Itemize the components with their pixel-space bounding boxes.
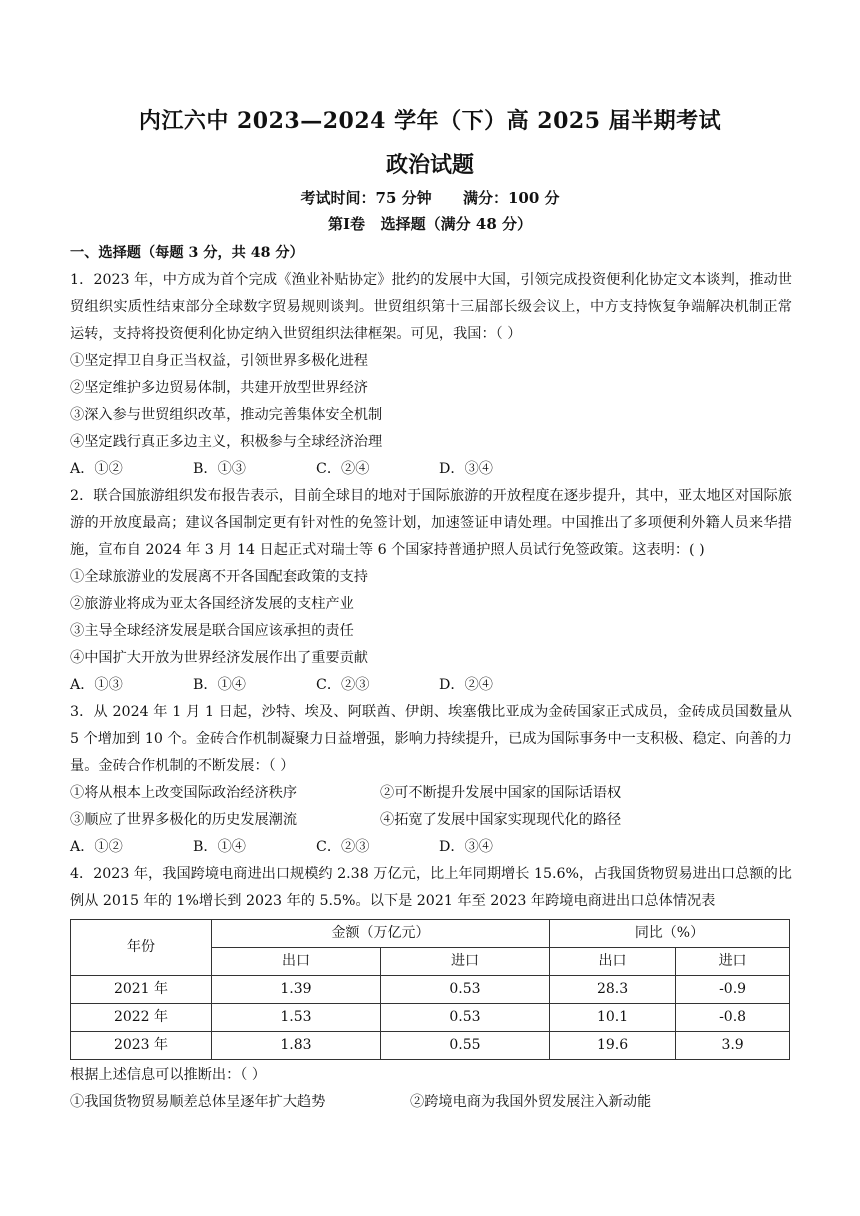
option-b: B．①④ xyxy=(193,839,246,855)
question-2-options xyxy=(70,672,792,699)
question-3-options xyxy=(70,834,792,861)
option-b: B．①③ xyxy=(193,461,246,477)
table-subheader: 出口 xyxy=(212,948,381,976)
table-cell-year: 2022 年 xyxy=(71,1004,212,1032)
question-4-prompt: 根据上述信息可以推断出：（ ） xyxy=(70,1067,267,1083)
question-3-item: ④拓宽了发展中国家实现现代化的路径 xyxy=(380,812,622,828)
table-cell: 1.53 xyxy=(212,1004,381,1032)
table-cell-year: 2021 年 xyxy=(71,976,212,1004)
volume-title: 第Ⅰ卷 选择题（满分 48 分） xyxy=(327,215,532,233)
table-cell: 10.1 xyxy=(549,1004,675,1032)
table-cell: 28.3 xyxy=(549,976,675,1004)
section-heading: 一、选择题（每题 3 分，共 48 分） xyxy=(70,245,304,261)
question-2-item: ③主导全球经济发展是联合国应该承担的责任 xyxy=(70,623,354,639)
table-header-year: 年份 xyxy=(71,920,212,976)
option-a: A．①② xyxy=(70,839,123,855)
exam-title: 内江六中 2023—2024 学年（下）高 2025 届半期考试 xyxy=(138,108,722,134)
exam-subject: 政治试题 xyxy=(385,152,474,178)
option-a: A．①③ xyxy=(70,677,123,693)
table-cell: 1.83 xyxy=(212,1032,381,1060)
table-cell-year: 2023 年 xyxy=(71,1032,212,1060)
option-c: C．②③ xyxy=(316,677,370,693)
question-1-item: ③深入参与世贸组织改革，推动完善集体安全机制 xyxy=(70,407,383,423)
question-4-stem: 4．2023 年，我国跨境电商进出口规模约 2.38 万亿元，比上年同期增长 15.6%，占我国货物贸易进出口总额的比例从 2015 年的 1%增长到 2023 年的 5.5%。以下是 2021 年至 2023 年跨境电商进出口总体情况表 xyxy=(70,866,792,909)
question-2-stem: 2．联合国旅游组织发布报告表示，目前全球目的地对于国际旅游的开放程度在逐步提升，其中，亚太地区对国际旅游的开放度最高；建议各国制定更有针对性的免签计划，加速签证申请处理。中国推出了多项便利外籍人员来华措施，宣布自 2024 年 3 月 14 日起正式对瑞士等 6 个国家持普通护照人员试行免签政策。这表明：( ) xyxy=(70,488,792,558)
question-3-item: ②可不断提升发展中国家的国际话语权 xyxy=(380,785,622,801)
table-header-yoy: 同比（%） xyxy=(549,920,789,948)
table-cell: 1.39 xyxy=(212,976,381,1004)
table-header-amount: 金额（万亿元） xyxy=(212,920,550,948)
table-subheader: 进口 xyxy=(380,948,549,976)
question-1-item: ④坚定践行真正多边主义，积极参与全球经济治理 xyxy=(70,434,383,450)
question-1-stem: 1．2023 年，中方成为首个完成《渔业补贴协定》批约的发展中大国，引领完成投资便利化协定文本谈判，推动世贸组织实质性结束部分全球数字贸易规则谈判。世贸组织第十三届部长级会议上，中方支持恢复争端解决机制正常运转，支持将投资便利化协定纳入世贸组织法律框架。可见，我国：（ ） xyxy=(70,272,792,342)
table-row xyxy=(71,1032,790,1060)
question-2-item: ①全球旅游业的发展离不开各国配套政策的支持 xyxy=(70,569,368,585)
question-content xyxy=(70,240,792,1116)
table-cell: 0.53 xyxy=(380,1004,549,1032)
option-a: A．①② xyxy=(70,461,123,477)
question-1-item: ②坚定维护多边贸易体制，共建开放型世界经济 xyxy=(70,380,368,396)
option-d: D．③④ xyxy=(439,461,493,477)
table-cell: 19.6 xyxy=(549,1032,675,1060)
exam-info: 考试时间：75 分钟 满分：100 分 xyxy=(300,189,560,207)
table-subheader: 出口 xyxy=(549,948,675,976)
table-cell: -0.8 xyxy=(676,1004,790,1032)
question-3-stem: 3．从 2024 年 1 月 1 日起，沙特、埃及、阿联酋、伊朗、埃塞俄比亚成为金砖国家正式成员，金砖成员国数量从 5 个增加到 10 个。金砖合作机制凝聚力日益增强，影响力持续提升，已成为国际事务中一支积极、稳定、向善的力量。金砖合作机制的不断发展：（ ） xyxy=(70,704,792,774)
option-b: B．①④ xyxy=(193,677,246,693)
question-2-item: ②旅游业将成为亚太各国经济发展的支柱产业 xyxy=(70,596,354,612)
question-3-item: ③顺应了世界多极化的历史发展潮流 xyxy=(70,812,298,828)
question-3-item: ①将从根本上改变国际政治经济秩序 xyxy=(70,785,298,801)
question-1-options xyxy=(70,456,792,483)
option-d: D．②④ xyxy=(439,677,493,693)
question-4-item: ②跨境电商为我国外贸发展注入新动能 xyxy=(410,1094,652,1110)
question-3-items-row xyxy=(70,807,792,834)
trade-data-table xyxy=(70,919,790,1060)
table-subheader: 进口 xyxy=(676,948,790,976)
option-c: C．②④ xyxy=(316,461,370,477)
question-3-items-row xyxy=(70,780,792,807)
table-row xyxy=(71,1004,790,1032)
option-c: C．②③ xyxy=(316,839,370,855)
question-2-item: ④中国扩大开放为世界经济发展作出了重要贡献 xyxy=(70,650,368,666)
table-row xyxy=(71,976,790,1004)
option-d: D．③④ xyxy=(439,839,493,855)
table-cell: 0.53 xyxy=(380,976,549,1004)
question-4-item: ①我国货物贸易顺差总体呈逐年扩大趋势 xyxy=(70,1094,326,1110)
table-cell: 0.55 xyxy=(380,1032,549,1060)
table-cell: 3.9 xyxy=(676,1032,790,1060)
table-cell: -0.9 xyxy=(676,976,790,1004)
question-1-item: ①坚定捍卫自身正当权益，引领世界多极化进程 xyxy=(70,353,368,369)
table-header-row xyxy=(71,920,790,948)
question-4-items-row xyxy=(70,1089,792,1116)
